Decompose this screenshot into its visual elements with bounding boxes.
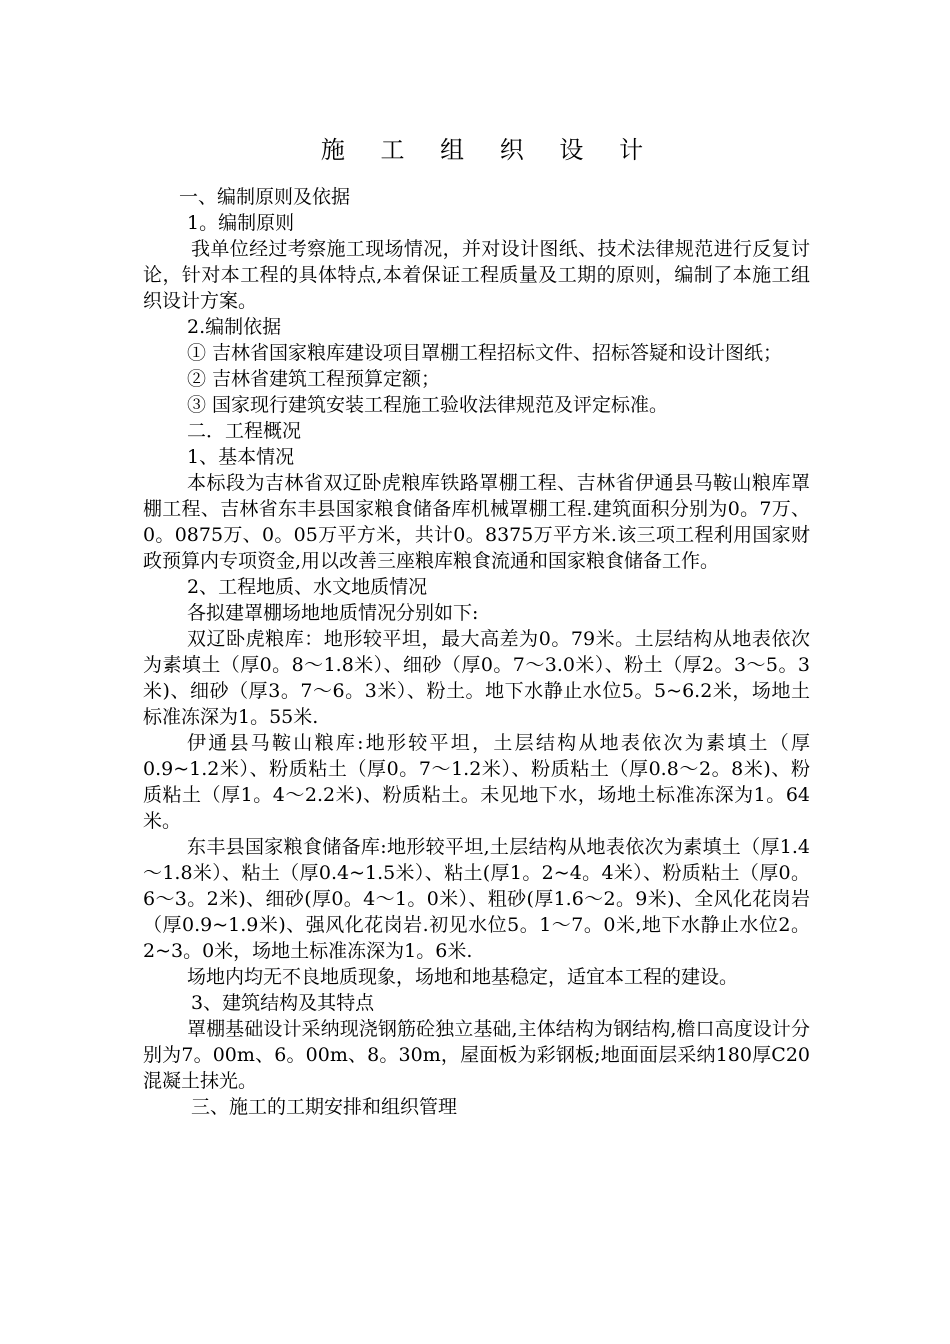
subheading-compilation-basis: 2.编制依据 [187,316,282,338]
list-item-basis-3: ③ 国家现行建筑安装工程施工验收法律规范及评定标准。 [187,394,669,416]
paragraph-geology-dongfeng: 东丰县国家粮食储备库:地形较平坦,土层结构从地表依次为素填土（厚1.4～1.8米）、粘土（厚0.4~1.5米）、粘土(厚1。2~4。4米）、粉质粘土（厚0。6～3。2米)、细砂(厚0。4～1。0米）、粗砂(厚1.6～2。9米)、全风化花岗岩（厚0.9~1.9米)、强风化花岗岩.初见水位5。1～7。0米,地下水静止水位2。2~3。0米，场地土标准冻深为1。6米. [143,836,810,962]
subheading-geology: 2、工程地质、水文地质情况 [187,576,428,598]
paragraph-compilation-principle: 我单位经过考察施工现场情况，并对设计图纸、技术法律规范进行反复讨论，针对本工程的具体特点,本着保证工程质量及工期的原则，编制了本施工组织设计方案。 [143,238,810,312]
section-heading-schedule-management: 三、施工的工期安排和组织管理 [191,1096,458,1118]
paragraph-geology-conclusion: 场地内均无不良地质现象，场地和地基稳定，适宜本工程的建设。 [187,966,739,988]
section-heading-project-overview: 二．工程概况 [187,420,302,442]
paragraph-structure: 罩棚基础设计采纳现浇钢筋砼独立基础,主体结构为钢结构,檐口高度设计分别为7。00m、6。00m、8。30m，屋面板为彩钢板;地面面层采纳180厚C20混凝土抹光。 [143,1018,810,1092]
paragraph-geology-shuangliao: 双辽卧虎粮库：地形较平坦，最大高差为0。79米。土层结构从地表依次为素填土（厚0。8～1.8米）、细砂（厚0。7～3.0米）、粉土（厚2。3～5。3米)、细砂（厚3。7～6。3米）、粉土。地下水静止水位5。5~6.2米，场地土标准冻深为1。55米. [143,628,810,728]
paragraph-geology-yitong: 伊通县马鞍山粮库:地形较平坦，土层结构从地表依次为素填土（厚0.9~1.2米）、粉质粘土（厚0。7～1.2米）、粉质粘土（厚0.8～2。8米)、粉质粘土（厚1。4～2.2米)、粉质粘土。未见地下水，场地土标准冻深为1。64米。 [143,732,810,832]
document-title: 施 工 组 织 设 计 [320,136,658,164]
list-item-basis-2: ② 吉林省建筑工程预算定额； [187,368,441,390]
subheading-compilation-principle: 1。编制原则 [187,212,295,234]
list-item-basis-1: ① 吉林省国家粮库建设项目罩棚工程招标文件、招标答疑和设计图纸； [187,342,783,364]
paragraph-geology-intro: 各拟建罩棚场地地质情况分别如下: [187,602,479,624]
document-body [143,184,810,1120]
paragraph-basic-info: 本标段为吉林省双辽卧虎粮库铁路罩棚工程、吉林省伊通县马鞍山粮库罩棚工程、吉林省东丰县国家粮食储备库机械罩棚工程.建筑面积分别为0。7万、0。0875万、0。05万平方米，共计0。8375万平方米.该三项工程利用国家财政预算内专项资金,用以改善三座粮库粮食流通和国家粮食储备工作。 [143,472,810,572]
section-heading-compilation-principles: 一、编制原则及依据 [179,186,351,208]
subheading-basic-info: 1、基本情况 [187,446,295,468]
subheading-structure: 3、建筑结构及其特点 [191,992,375,1014]
